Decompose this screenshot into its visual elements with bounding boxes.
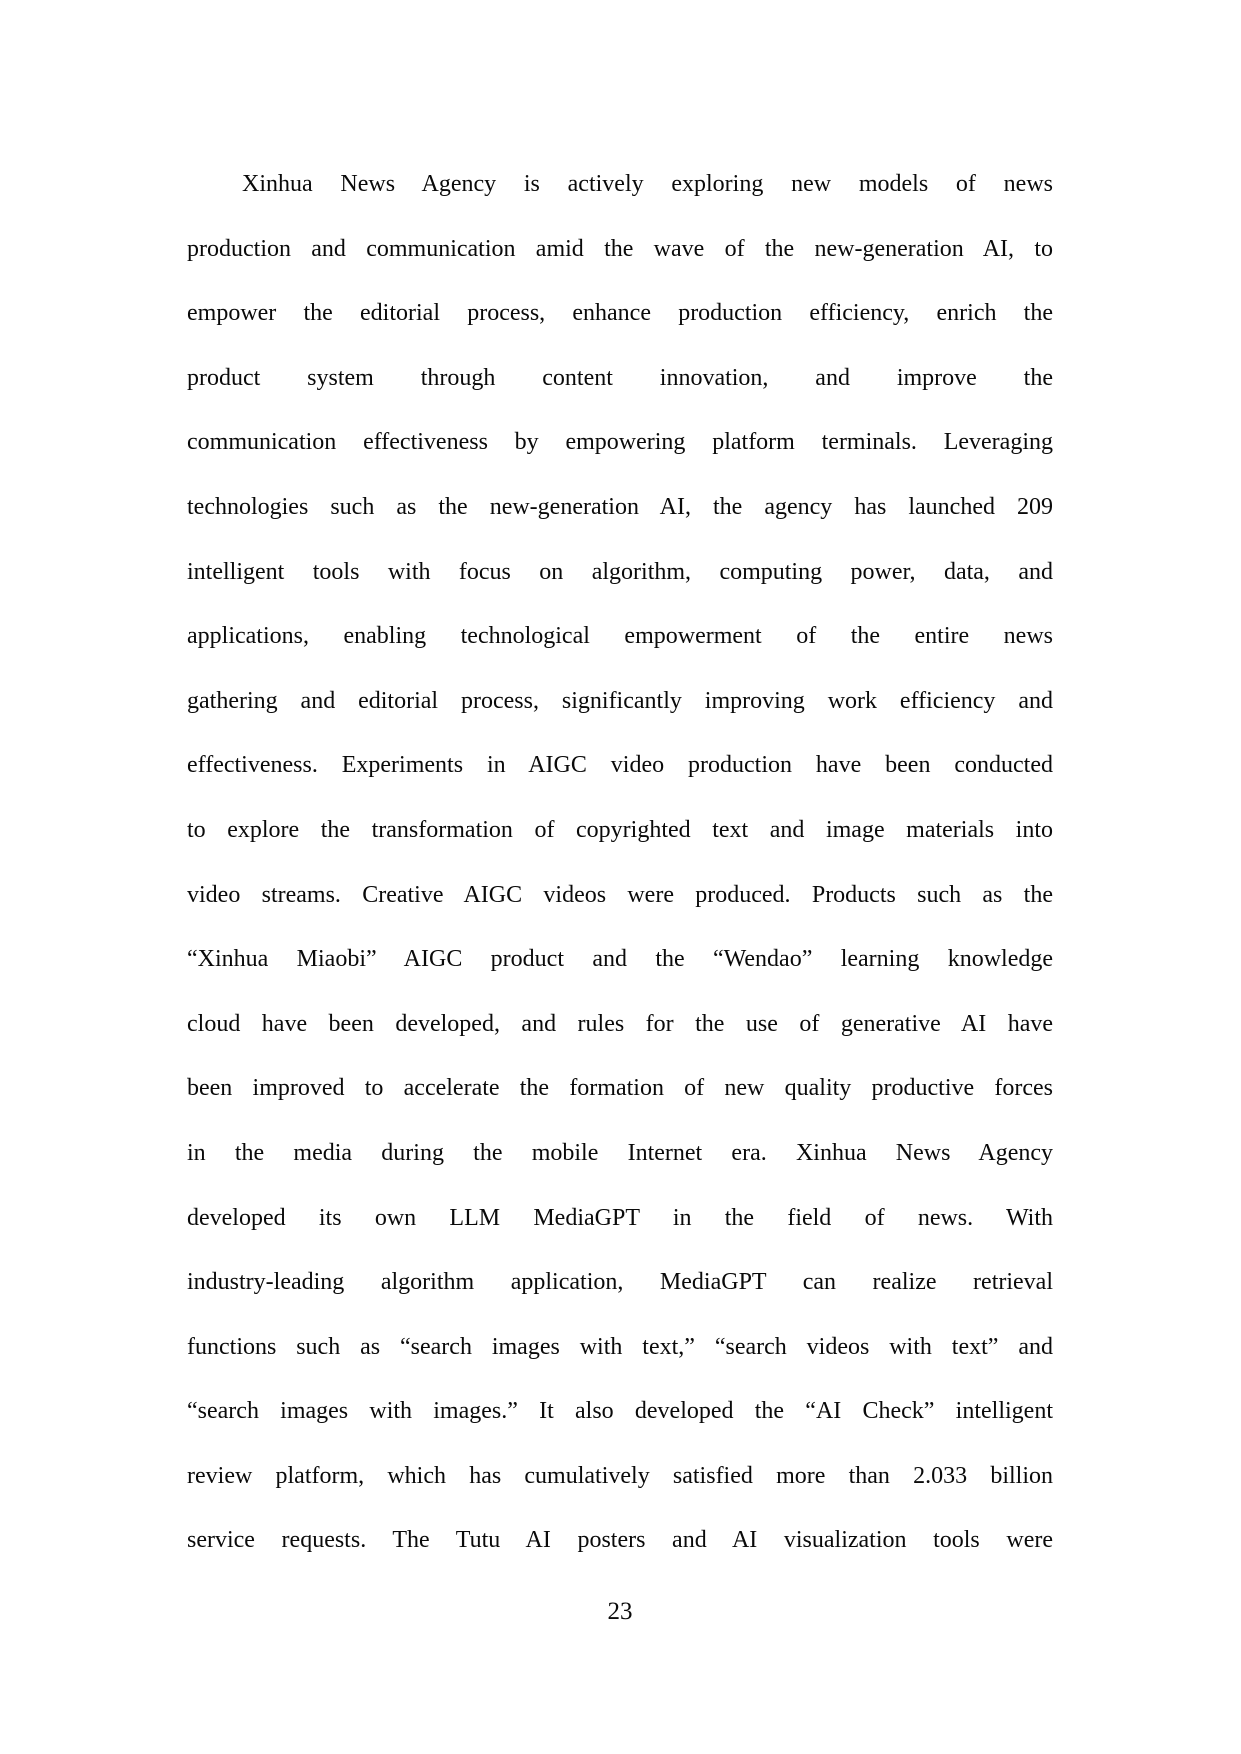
text-line: developed its own LLM MediaGPT in the field of news. With [187, 1204, 1053, 1231]
text-line: cloud have been developed, and rules for the use of generative AI have [187, 1010, 1053, 1037]
text-line: technologies such as the new-generation AI, the agency has launched 209 [187, 493, 1053, 520]
text-line: been improved to accelerate the formation of new quality productive forces [187, 1075, 1053, 1102]
text-line: functions such as “search images with text,” “search videos with text” and [187, 1333, 1053, 1360]
text-line: “Xinhua Miaobi” AIGC product and the “Wendao” learning knowledge [187, 946, 1053, 973]
text-line: video streams. Creative AIGC videos were produced. Products such as the [187, 881, 1053, 908]
text-line: to explore the transformation of copyrighted text and image materials into [187, 816, 1053, 843]
text-line: review platform, which has cumulatively satisfied more than 2.033 billion [187, 1462, 1053, 1489]
text-line: communication effectiveness by empowering platform terminals. Leveraging [187, 429, 1053, 456]
text-line: in the media during the mobile Internet era. Xinhua News Agency [187, 1139, 1053, 1166]
text-line: service requests. The Tutu AI posters and AI visualization tools were [187, 1527, 1053, 1554]
text-line: Xinhua News Agency is actively exploring new models of news [242, 171, 1053, 197]
text-line: gathering and editorial process, significantly improving work efficiency and [187, 687, 1053, 714]
text-line: empower the editorial process, enhance production efficiency, enrich the [187, 300, 1053, 327]
page-number: 23 [607, 1598, 633, 1625]
text-line: production and communication amid the wave of the new-generation AI, to [187, 235, 1053, 262]
paragraph [187, 152, 1053, 1573]
text-line: industry-leading algorithm application, MediaGPT can realize retrieval [187, 1269, 1053, 1296]
text-line: applications, enabling technological empowerment of the entire news [187, 623, 1053, 650]
text-line: intelligent tools with focus on algorithm, computing power, data, and [187, 558, 1053, 585]
text-line: product system through content innovation, and improve the [187, 364, 1053, 391]
text-line: “search images with images.” It also developed the “AI Check” intelligent [187, 1398, 1053, 1425]
text-line: effectiveness. Experiments in AIGC video production have been conducted [187, 752, 1053, 779]
